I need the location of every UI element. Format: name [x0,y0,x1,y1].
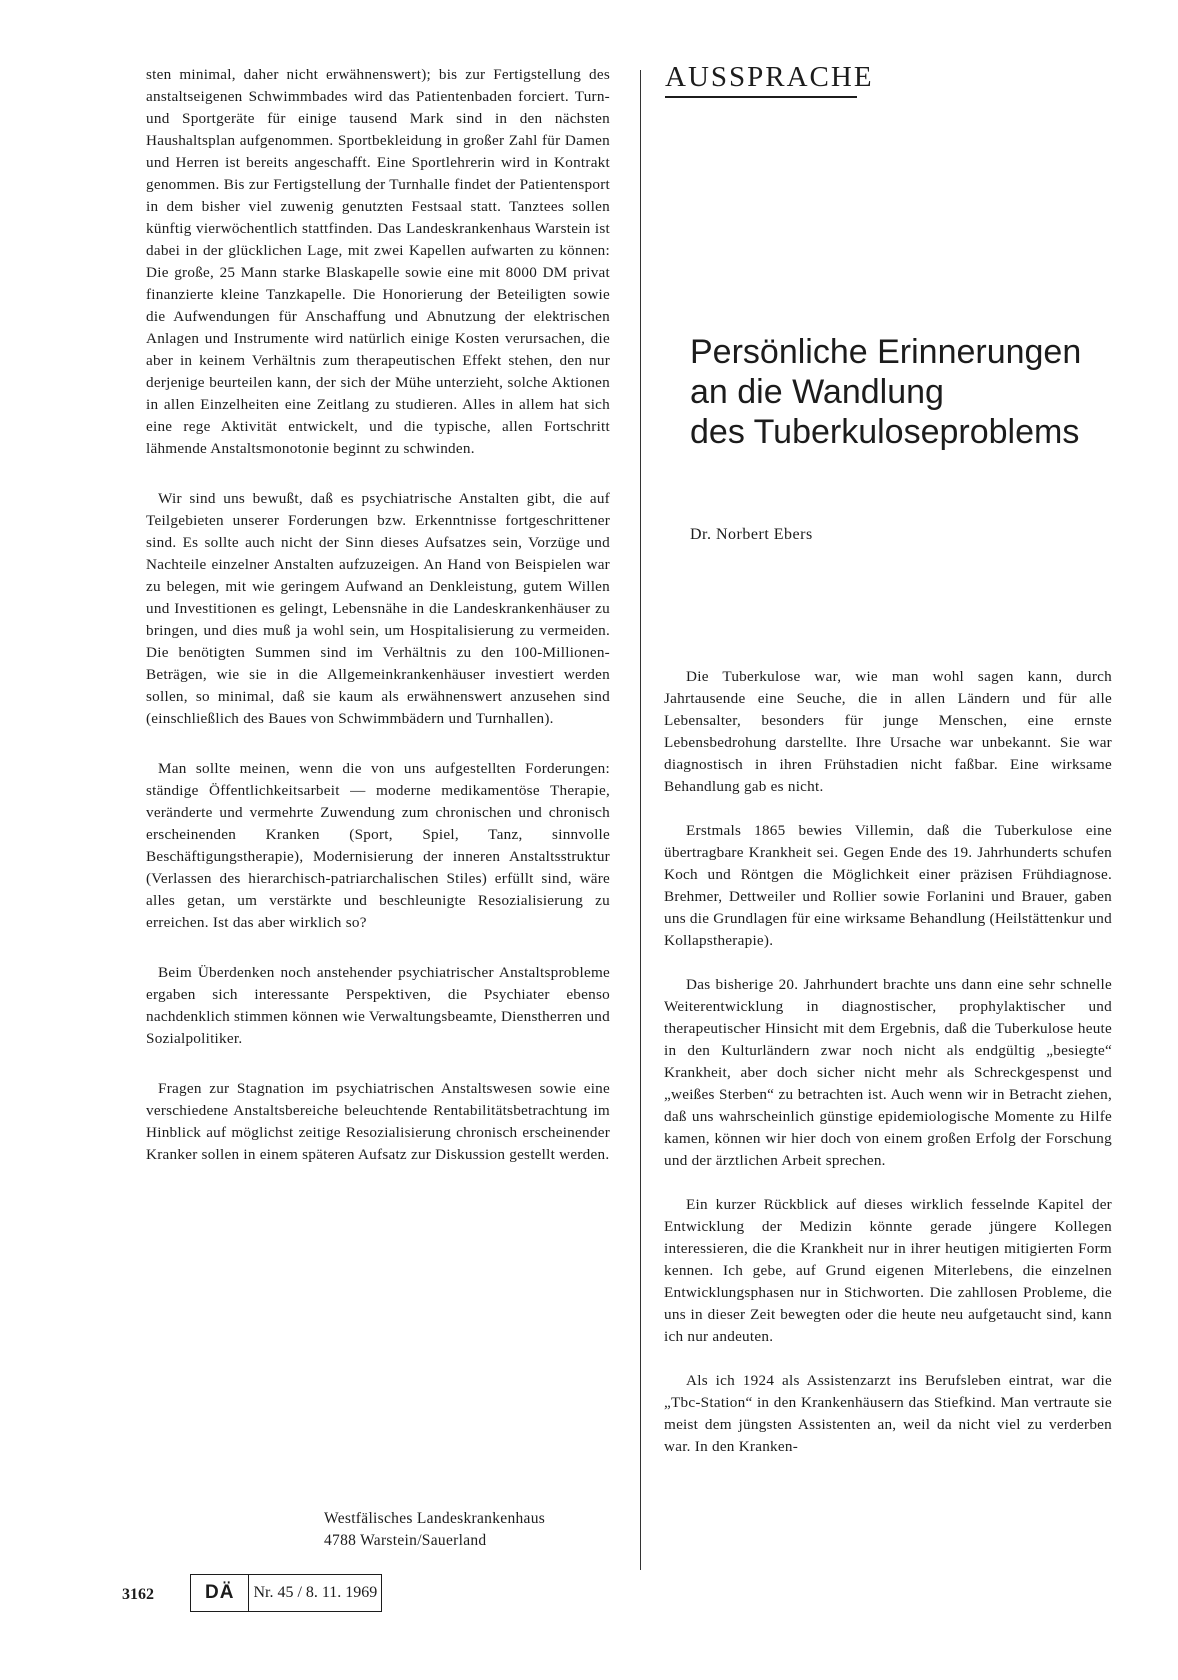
body-paragraph: sten minimal, daher nicht erwähnenswert); bis zur Fertigstellung des anstaltseigenen Schwimmbades wird das Patientenbaden forciert. Turn- und Sportgeräte für einige tausend Mark sind in den nächsten Haushaltsplan aufgenommen. Sportbekleidung in großer Zahl für Damen und Herren ist bereits angeschafft. Eine Sportlehrerin wird in Kontrakt genommen. Bis zur Fertigstellung der Turnhalle findet der Patientensport in dem bisher viel zuwenig genutzten Festsaal statt. Tanztees sollen künftig vierwöchentlich stattfinden. Das Landeskrankenhaus Warstein ist dabei in der glücklichen Lage, mit zwei Kapellen aufwarten zu können: Die große, 25 Mann starke Blaskapelle sowie eine mit 8000 DM privat finanzierte kleine Tanzkapelle. Die Honorierung der Beteiligten sowie die Aufwendungen für Anschaffung und Abnutzung der elektrischen Anlagen und Instrumente wird natürlich einige Kosten verursachen, die aber in keinem Verhältnis zum therapeutischen Effekt stehen, den nur derjenige beurteilen kann, der sich der Mühe unterzieht, solche Aktionen in allen Einzelheiten eine Zeitlang zu studieren. Alles in allem hat sich eine rege Aktivität entwickelt, und die typische, allen Fortschritt lähmende Anstaltsmonotonie beginnt zu schwinden. [146,66,610,457]
author-name: Dr. Norbert Ebers [690,526,813,543]
author-address [324,1508,545,1552]
body-paragraph: Ein kurzer Rückblick auf dieses wirklich fesselnde Kapitel der Entwicklung der Medizin könnte gerade jüngere Kollegen interessieren, die die Krankheit nur in ihrer heutigen mitigierten Form kennen. Ich gebe, auf Grund eigenen Miterlebens, die einzelnen Entwicklungsphasen nur in Stichworten. Die zahllosen Probleme, die uns in dieser Zeit bewegten oder die heute neu aufgetaucht sind, kann ich nur andeuten. [664,1196,1112,1345]
page-number: 3162 [122,1586,154,1603]
section-heading: AUSSPRACHE [665,60,857,98]
journal-reference [190,1574,382,1612]
body-paragraph: Beim Überdenken noch anstehender psychiatrischer Anstaltsprobleme ergaben sich interessante Perspektiven, die Psychiater ebenso nachdenklich stimmen können wie Verwaltungsbeamte, Dienstherren und Sozialpolitiker. [146,964,610,1047]
left-column [146,64,610,1166]
body-paragraph: Als ich 1924 als Assistenzarzt ins Berufsleben eintrat, war die „Tbc-Station“ in den Krankenhäusern das Stiefkind. Man vertraute sie meist dem jüngsten Assistenten an, weil da nicht viel zu verderben war. In den Kranken- [664,1372,1112,1455]
title-line: an die Wandlung [690,373,944,411]
body-paragraph: Fragen zur Stagnation im psychiatrischen Anstaltswesen sowie eine verschiedene Anstaltsbereiche beleuchtende Rentabilitätsbetrachtung im Hinblick auf möglichst zeitige Resozialisierung chronisch erscheinender Kranker sollen in einem späteren Aufsatz zur Diskussion gestellt werden. [146,1080,610,1163]
body-paragraph: Das bisherige 20. Jahrhundert brachte uns dann eine sehr schnelle Weiterentwicklung in diagnostischer, prophylaktischer und therapeutischer Hinsicht mit dem Ergebnis, daß die Tuberkulose heute in den Kulturländern zwar noch nicht als endgültig „besiegte“ Krankheit, aber doch sicher nicht mehr als Schreckgespenst und „weißes Sterben“ zu betrachten ist. Auch wenn wir in Betracht ziehen, daß uns wahrscheinlich günstige epidemiologische Momente zu Hilfe kamen, können wir hier doch von einem großen Erfolg der Forschung und der ärztlichen Arbeit sprechen. [664,976,1112,1169]
right-column [664,666,1112,1458]
title-line: des Tuberkuloseproblems [690,413,1080,451]
title-line: Persönliche Erinnerungen [690,333,1082,371]
column-divider [640,70,641,1570]
body-paragraph: Die Tuberkulose war, wie man wohl sagen kann, durch Jahrtausende eine Seuche, die in allen Ländern und für alle Lebensalter, besonders für junge Menschen, eine ernste Lebensbedrohung darstellte. Ihre Ursache war unbekannt. Sie war diagnostisch in ihren Frühstadien nicht faßbar. Eine wirksame Behandlung gab es nicht. [664,668,1112,795]
body-paragraph: Wir sind uns bewußt, daß es psychiatrische Anstalten gibt, die auf Teilgebieten unserer Forderungen bzw. Erkenntnisse fortgeschrittener sind. Es sollte auch nicht der Sinn dieses Aufsatzes sein, Vorzüge und Nachteile einzelner Anstalten aufzuzeigen. An Hand von Beispielen war zu belegen, mit wie geringem Aufwand an Denkleistung, gutem Willen und Investitionen es gelingt, Lebensnähe in die Landeskrankenhäuser zu bringen, und dies muß ja wohl sein, um Hospitalisierung zu vermeiden. Die benötigten Summen sind im Verhältnis zu den 100-Millionen-Beträgen, wie sie in die Allgemeinkrankenhäuser investiert werden sollen, so minimal, daß sie kaum als erwähnenswert anzusehen sind (einschließlich des Baues von Schwimmbädern und Turnhallen). [146,490,610,727]
body-paragraph: Erstmals 1865 bewies Villemin, daß die Tuberkulose eine übertragbare Krankheit sei. Gegen Ende des 19. Jahrhunderts schufen Koch und Röntgen die Möglichkeit einer präzisen Frühdiagnose. Brehmer, Dettweiler und Rollier sowie Forlanini und Brauer, gaben uns die Grundlagen für eine wirksame Behandlung (Heilstättenkur und Kollapstherapie). [664,822,1112,949]
address-line: 4788 Warstein/Sauerland [324,1532,487,1549]
address-line: Westfälisches Landeskrankenhaus [324,1510,546,1527]
journal-issue: Nr. 45 / 8. 11. 1969 [253,1584,378,1601]
article-title [690,332,1130,452]
body-paragraph: Man sollte meinen, wenn die von uns aufgestellten Forderungen: ständige Öffentlichkeitsarbeit — moderne medikamentöse Therapie, veränderte und vermehrte Zuwendung zum chronischen und chronisch erscheinenden Kranken (Sport, Spiel, Tanz, sinnvolle Beschäftigungstherapie), Modernisierung der inneren Anstaltsstruktur (Verlassen des hierarchisch-patriarchalischen Stiles) erfüllt sind, wäre alles getan, um verstärkte und beschleunigte Resozialisierung zu erreichen. Ist das aber wirklich so? [146,760,610,931]
journal-logo: DÄ [191,1575,249,1611]
